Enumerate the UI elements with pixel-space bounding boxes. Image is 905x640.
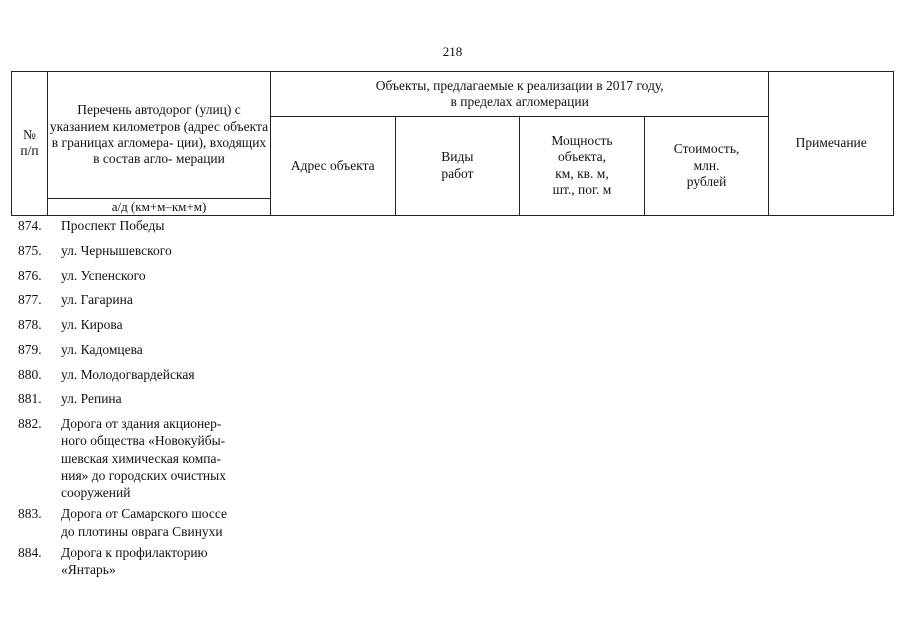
road-name: ул. Гагарина <box>61 292 133 308</box>
item-number: 879. <box>18 341 42 357</box>
col-capacity-header: Мощность объекта, км, кв. м, шт., пог. м <box>520 117 645 216</box>
list-item <box>18 291 298 308</box>
road-name: ул. Чернышевского <box>61 242 172 258</box>
col-objects-header: Объекты, предлагаемые к реализации в 2017 году, в пределах агломерации <box>271 72 769 117</box>
road-name: ул. Молодогвардейская <box>61 366 195 382</box>
item-number: 882. <box>18 416 42 432</box>
list-item <box>18 316 298 333</box>
page-number: 218 <box>442 44 463 59</box>
list-item <box>18 415 298 501</box>
item-number: 883. <box>18 506 42 522</box>
col-work-kind-header: Виды работ <box>395 117 520 216</box>
item-number: 874. <box>18 218 42 233</box>
col-address-header: Адрес объекта <box>271 117 396 216</box>
road-name: ул. Кадомцева <box>61 341 143 357</box>
road-name: ул. Успенского <box>61 267 146 283</box>
list-item <box>18 242 298 259</box>
list-item <box>18 267 298 284</box>
list-item <box>18 544 298 579</box>
list-item <box>18 217 298 234</box>
col-road-list-header: Перечень автодорог (улиц) с указанием километров (адрес объекта в границах агломера- ции), входящих в состав агло- мерации <box>48 72 271 199</box>
item-number: 884. <box>18 544 42 560</box>
item-number: 880. <box>18 366 42 382</box>
item-number: 881. <box>18 391 42 407</box>
list-item <box>18 341 298 358</box>
list-item <box>18 505 298 540</box>
road-name: Дорога от здания акционер- ного общества «Новокуйбы- шевская химическая компа- ния» до городских очистных сооружений <box>61 416 226 501</box>
item-number: 875. <box>18 242 42 258</box>
col-note-header: Примечание <box>769 72 894 216</box>
road-name: Дорога от Самарского шоссе до плотины оврага Свинухи <box>61 506 227 539</box>
km-range-subheader: а/д (км+м–км+м) <box>48 199 271 216</box>
col-cost-header: Стоимость, млн. рублей <box>644 117 769 216</box>
road-name: ул. Кирова <box>61 317 123 333</box>
list-item <box>18 366 298 383</box>
road-name: Дорога к профилакторию «Янтарь» <box>61 544 208 578</box>
road-name: ул. Репина <box>61 391 122 407</box>
item-number: 878. <box>18 317 42 333</box>
item-number: 876. <box>18 267 42 283</box>
list-item <box>18 390 298 407</box>
header-table <box>11 71 894 216</box>
item-number: 877. <box>18 292 42 308</box>
col-number-header: № п/п <box>12 72 48 216</box>
road-list <box>18 217 298 583</box>
road-name: Проспект Победы <box>61 218 165 233</box>
